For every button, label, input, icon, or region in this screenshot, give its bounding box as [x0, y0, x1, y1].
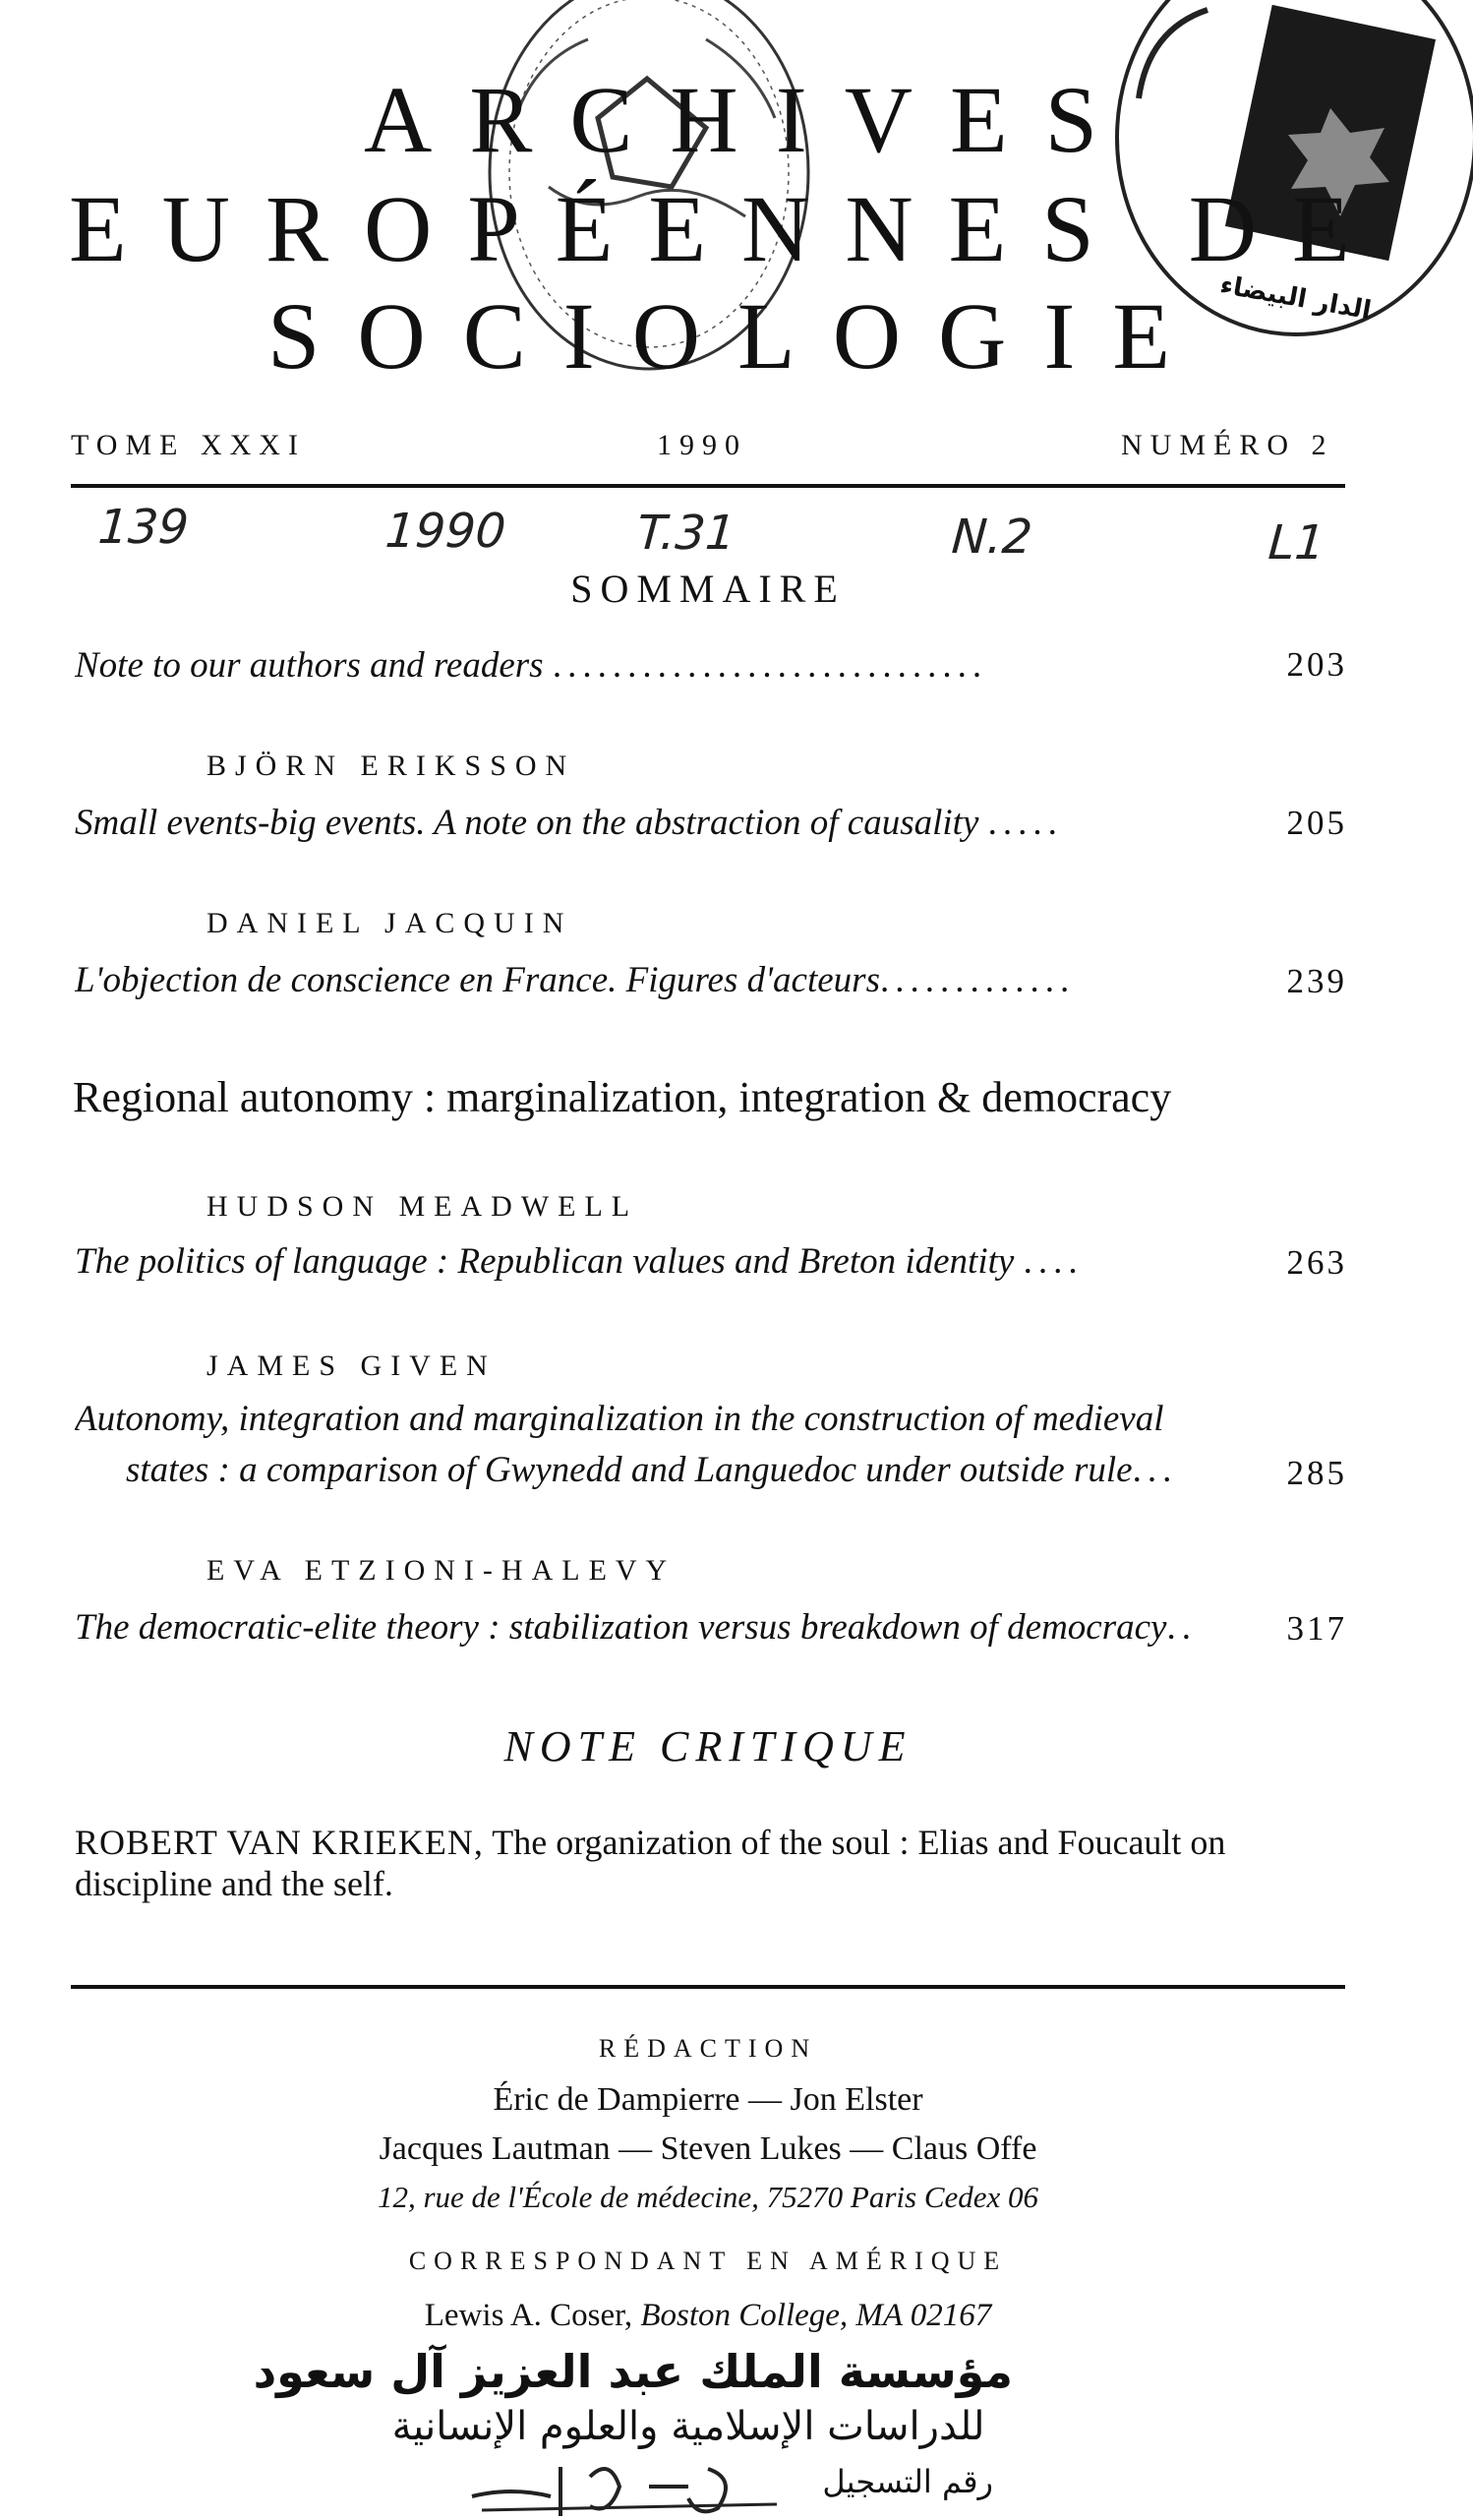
redaction-line-1: Éric de Dampierre — Jon Elster: [493, 2081, 923, 2118]
section-entry-title-2a: Autonomy, integration and marginalization in the construction of medieval: [75, 1399, 1164, 1439]
section-entry-author-2: JAMES GIVEN: [206, 1350, 497, 1382]
section-title: Regional autonomy : marginalization, integration & democracy: [73, 1073, 1172, 1121]
section-entry-title-1: The politics of language : Republican values and Breton identity ....: [75, 1241, 1084, 1282]
handwritten-registration-scribble: [462, 2457, 806, 2520]
arabic-stamp-line-3: رقم التسجيل: [822, 2463, 993, 2500]
journal-title-line-2: EUROPÉENNES DE: [69, 176, 1385, 281]
emblem-stamp-caption: الدار البيضاء: [1217, 270, 1374, 327]
arabic-stamp-line-2: للدراسات الإسلامية والعلوم الإنسانية: [391, 2404, 985, 2449]
note-critique-text: [75, 1822, 1349, 1904]
entry-page-3: 239: [1286, 962, 1347, 1000]
correspondent-name: Lewis A. Coser,: [424, 2298, 633, 2333]
section-entry-title-2b: states : a comparison of Gwynedd and Languedoc under outside rule...: [126, 1450, 1178, 1490]
numero-label: NUMÉRO 2: [1121, 429, 1334, 461]
correspondent-place: Boston College, MA 02167: [640, 2298, 992, 2333]
header-rule: [71, 484, 1345, 488]
handwritten-numero: N.2: [950, 510, 1034, 565]
redaction-heading: RÉDACTION: [598, 2034, 818, 2063]
correspondent-line: [0, 2298, 1416, 2334]
entry-author-3: DANIEL JACQUIN: [206, 907, 573, 939]
entry-title-3: L'objection de conscience en France. Figures d'acteurs.............: [75, 960, 1076, 1000]
redaction-line-2: Jacques Lautman — Steven Lukes — Claus Offe: [379, 2130, 1037, 2167]
journal-title-line-3: SOCIOLOGIE: [267, 283, 1208, 389]
handwritten-year: 1990: [383, 504, 508, 559]
correspondent-heading: CORRESPONDANT EN AMÉRIQUE: [408, 2247, 1008, 2275]
entry-title-2: Small events-big events. A note on the abstraction of causality .....: [75, 803, 1063, 843]
footer-rule: [71, 1985, 1345, 1989]
handwritten-mark: L1: [1267, 515, 1327, 570]
note-critique-title-line-2: discipline and the self.: [75, 1864, 393, 1903]
journal-title-line-1: ARCHIVES: [364, 67, 1136, 172]
entry-author-2: BJÖRN ERIKSSON: [206, 750, 576, 782]
note-critique-author: ROBERT VAN KRIEKEN,: [75, 1823, 484, 1862]
section-entry-author-1: HUDSON MEADWELL: [206, 1190, 639, 1223]
entry-page-1: 203: [1286, 645, 1347, 684]
note-critique-heading: NOTE CRITIQUE: [503, 1722, 913, 1770]
contents-heading: SOMMAIRE: [570, 567, 846, 611]
section-entry-author-3: EVA ETZIONI-HALEVY: [206, 1554, 677, 1587]
section-entry-page-1: 263: [1286, 1243, 1347, 1282]
section-entry-page-3: 317: [1286, 1609, 1347, 1648]
redaction-address: 12, rue de l'École de médecine, 75270 Paris Cedex 06: [377, 2180, 1039, 2214]
tome-label: TOME XXXI: [71, 429, 306, 461]
handwritten-number: 139: [96, 500, 191, 555]
section-entry-title-3: The democratic-elite theory : stabilization versus breakdown of democracy..: [75, 1607, 1197, 1648]
handwritten-tome: T.31: [635, 506, 737, 561]
year-label: 1990: [657, 429, 747, 461]
entry-page-2: 205: [1286, 804, 1347, 842]
note-critique-title-line-1: The organization of the soul : Elias and Foucault on: [492, 1823, 1226, 1862]
section-entry-page-2: 285: [1286, 1454, 1347, 1492]
entry-title-1: Note to our authors and readers .............................: [75, 645, 988, 686]
arabic-stamp-line-1: مؤسسة الملك عبد العزيز آل سعود: [253, 2345, 1013, 2398]
